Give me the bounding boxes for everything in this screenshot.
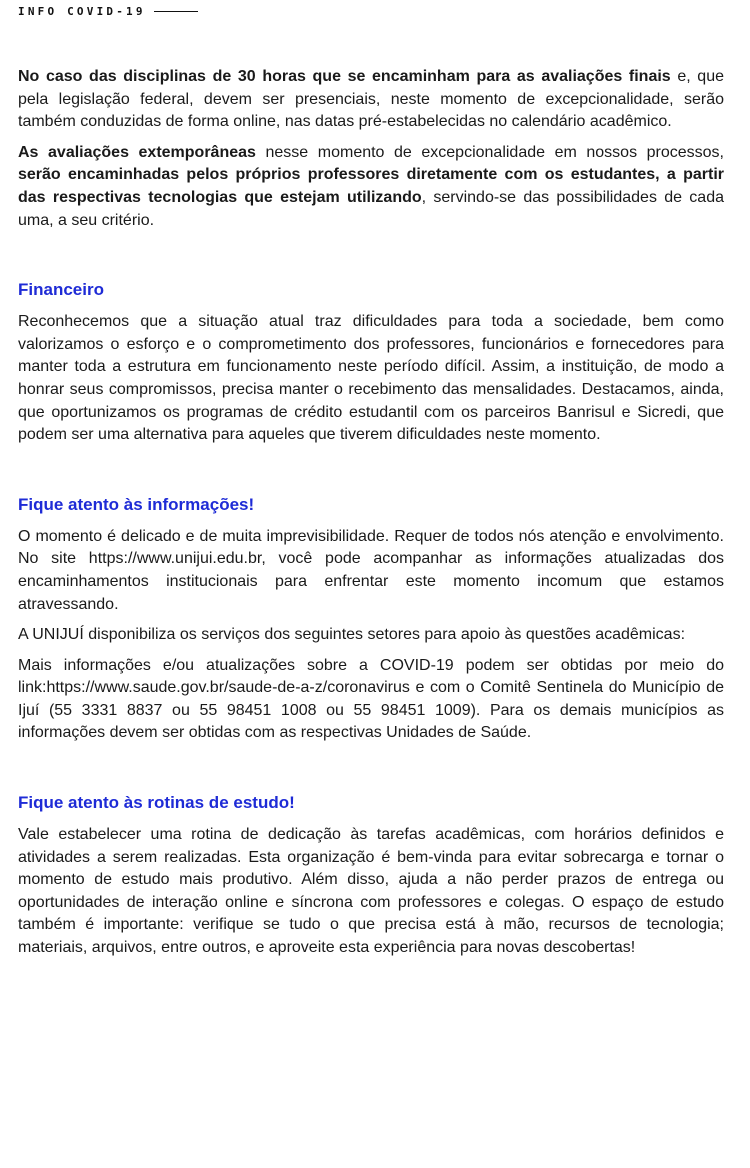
- intro-p2-text-2: , servindo-se das possibilidades de cada uma, a seu critério.: [18, 188, 724, 229]
- intro-p1-text: e, que pela legislação federal, devem ser presenciais, neste momento de excepcionalidade, serão também conduzidas de forma online, nas datas pré-estabelecidas no calendário acadêmico.: [18, 68, 725, 131]
- section-rotinas: [18, 792, 724, 960]
- section-title-rotinas: Fique atento às rotinas de estudo!: [18, 793, 295, 813]
- intro-p2-text-1: nesse momento de excepcionalidade em nossos processos,: [255, 143, 725, 161]
- intro-paragraph-2: [18, 142, 724, 232]
- section-title-financeiro: Financeiro: [18, 280, 104, 300]
- page-header: [18, 5, 198, 18]
- financeiro-paragraph: Reconhecemos que a situação atual traz dificuldades para toda a sociedade, bem como valorizamos o esforço e o comprometimento dos professores, funcionários e fornecedores para manter toda a estrutura em funcionamento neste período difícil. Assim, a instituição, de modo a honrar seus compromissos, precisa manter o recebimento das mensalidades. Destacamos, ainda, que oportunizamos os programas de crédito estudantil com os parceiros Banrisul e Sicredi, que podem ser uma alternativa para aqueles que tiverem dificuldades neste momento.: [18, 313, 724, 444]
- intro-p2-bold-1: As avaliações extemporâneas: [18, 143, 256, 161]
- header-rule: [154, 11, 198, 13]
- document-body: [18, 66, 724, 960]
- header-label: INFO COVID-19: [18, 5, 146, 18]
- section-financeiro: [18, 279, 724, 447]
- section-title-informacoes: Fique atento às informações!: [18, 494, 255, 514]
- intro-p2-bold-2: serão encaminhadas pelos próprios professores diretamente com os estudantes, a partir das respectivas tecnologias que estejam utilizando: [18, 166, 724, 206]
- informacoes-paragraph-2: A UNIJUÍ disponibiliza os serviços dos seguintes setores para apoio às questões acadêmicas:: [18, 626, 686, 644]
- rotinas-paragraph: Vale estabelecer uma rotina de dedicação às tarefas acadêmicas, com horários definidos e atividades a serem realizadas. Esta organização é bem-vinda para evitar sobrecarga e tornar o momento de estudo mais produtivo. Além disso, ajuda a não perder prazos de entrega ou oportunidades de interação online e síncrona com professores e colegas. O espaço de estudo também é importante: verifique se tudo o que precisa está à mão, recursos de tecnologia; materiais, arquivos, entre outros, e aproveite esta experiência para novas descobertas!: [18, 826, 724, 957]
- section-informacoes: [18, 494, 724, 745]
- informacoes-paragraph-3: Mais informações e/ou atualizações sobre a COVID-19 podem ser obtidas por meio do link:https://www.saude.gov.br/saude-de-a-z/coronavirus e com o Comitê Sentinela do Município de Ijuí (55 3331 8837 ou 55 98451 1008 ou 55 98451 1009). Para os demais municípios as informações devem ser obtidas com as respectivas Unidades de Saúde.: [18, 656, 724, 742]
- intro-paragraph-1: [18, 66, 724, 134]
- informacoes-paragraph-1: O momento é delicado e de muita imprevisibilidade. Requer de todos nós atenção e envolvimento. No site https://www.unijui.edu.br, você pode acompanhar as informações atualizadas dos encaminhamentos institucionais para enfrentar este momento incomum que estamos atravessando.: [18, 527, 724, 613]
- intro-p1-bold: No caso das disciplinas de 30 horas que se encaminham para as avaliações finais: [18, 68, 671, 85]
